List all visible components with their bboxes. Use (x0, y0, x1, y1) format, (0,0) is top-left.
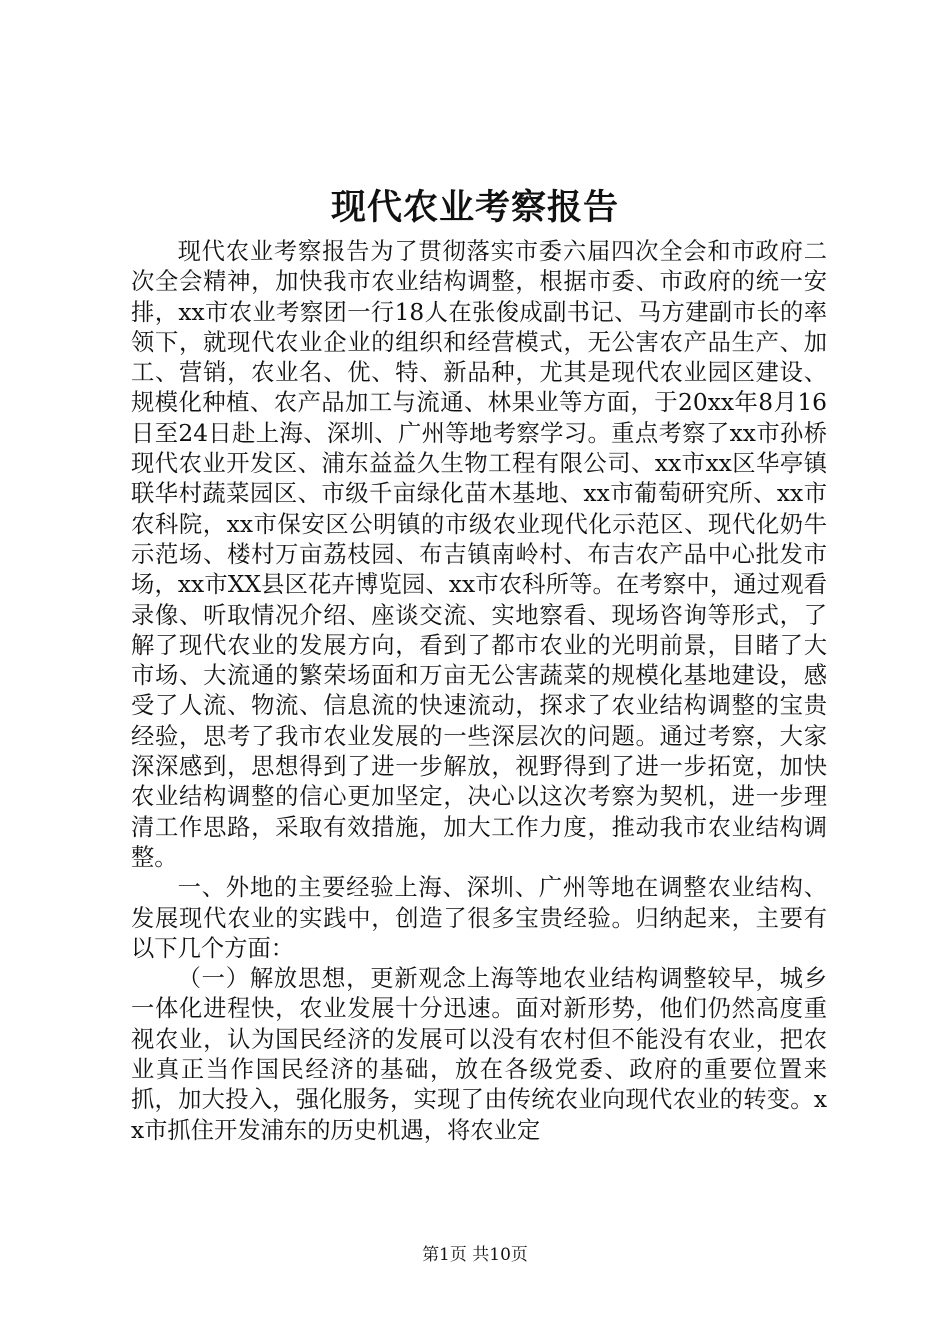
page-footer: 第1页 共10页 (422, 1245, 528, 1265)
paragraph-intro: 现代农业考察报告为了贯彻落实市委六届四次全会和市政府二次全会精神，加快我市农业结构调整，根据市委、市政府的统一安排，xx市农业考察团一行18人在张俊成副书记、马方建副市长的率领下，就现代农业企业的组织和经营模式，无公害农产品生产、加工、营销，农业名、优、特、新品种，尤其是现代农业园区建设、规模化种植、农产品加工与流通、林果业等方面，于20xx年8月16日至24日赴上海、深圳、广州等地考察学习。重点考察了xx市孙桥现代农业开发区、浦东益益久生物工程有限公司、xx市xx区华亭镇联华村蔬菜园区、市级千亩绿化苗木基地、xx市葡萄研究所、xx市农科院，xx市保安区公明镇的市级农业现代化示范区、现代化奶牛示范场、楼村万亩荔枝园、布吉镇南岭村、布吉农产品中心批发市场，xx市XX县区花卉博览园、xx市农科所等。在考察中，通过观看录像、听取情况介绍、座谈交流、实地察看、现场咨询等形式，了解了现代农业的发展方向，看到了都市农业的光明前景，目睹了大市场、大流通的繁荣场面和万亩无公害蔬菜的规模化基地建设，感受了人流、物流、信息流的快速流动，探求了农业结构调整的宝贵经验，思考了我市农业发展的一些深层次的问题。通过考察，大家深深感到，思想得到了进一步解放，视野得到了进一步拓宽，加快农业结构调整的信心更加坚定，决心以这次考察为契机，进一步理清工作思路，采取有效措施，加大工作力度，推动我市农业结构调整。 (131, 238, 827, 871)
document-body (131, 237, 827, 1146)
paragraph-subsection-1: （一）解放思想，更新观念上海等地农业结构调整较早，城乡一体化进程快，农业发展十分迅速。面对新形势，他们仍然高度重视农业，认为国民经济的发展可以没有农村但不能没有农业，把农业真正当作国民经济的基础，放在各级党委、政府的重要位置来抓，加大投入，强化服务，实现了由传统农业向现代农业的转变。xx市抓住开发浦东的历史机遇，将农业定 (131, 965, 827, 1144)
paragraph-section-1: 一、外地的主要经验上海、深圳、广州等地在调整农业结构、发展现代农业的实践中，创造了很多宝贵经验。归纳起来，主要有以下几个方面： (131, 874, 827, 962)
document-title: 现代农业考察报告 (330, 187, 619, 228)
